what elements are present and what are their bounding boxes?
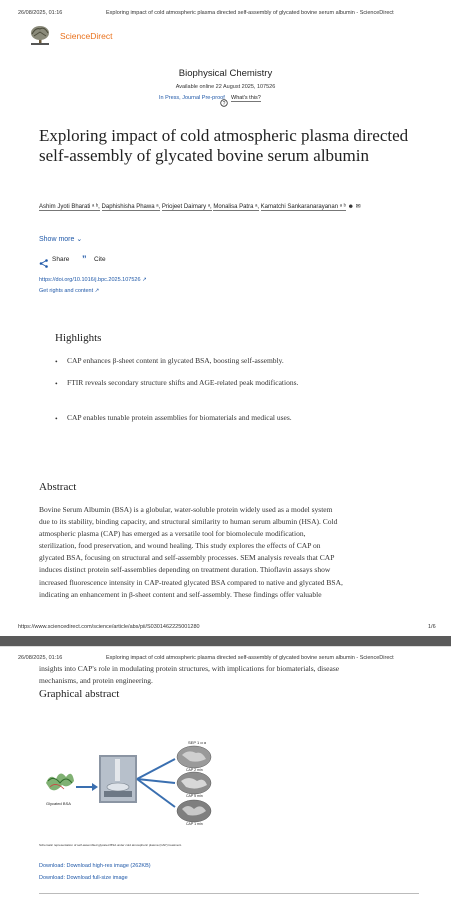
abstract-line: due to its stability, binding capacity, and structural similarity to human serum albumin (HSA). Cold: [39, 517, 338, 527]
available-online: Available online 22 August 2025, 107526: [175, 84, 276, 90]
email-icon[interactable]: ✉: [355, 204, 361, 210]
author-link[interactable]: Kamatchi Sankaranarayanan ᵃ ᵇ: [260, 204, 346, 210]
person-icon[interactable]: ☻: [347, 204, 354, 210]
author-link[interactable]: Priojeet Daimary ᵃ,: [161, 204, 212, 210]
footer-page-number: 1/6: [428, 624, 436, 630]
abstract-line: insights into CAP's role in modulating protein structures, with implications for biomaterials, disease: [39, 664, 340, 673]
ga-label-bsa: Glycated BSA: [46, 801, 71, 806]
elsevier-tree-logo[interactable]: [28, 24, 52, 46]
abstract-line: glycated BSA, focusing on structural and self-assembly processes. SEM analysis reveals that CAP: [39, 553, 335, 563]
sciencedirect-brand[interactable]: ScienceDirect: [60, 31, 113, 41]
highlight-item: CAP enables tunable protein assemblies for biomaterials and medical uses.: [67, 413, 292, 422]
chevron-down-icon: ⌄: [76, 236, 83, 243]
author-link[interactable]: Ashim Jyoti Bharati ᵃ ᵇ,: [39, 204, 100, 210]
author-link[interactable]: Daphishisha Phawa ᵃ,: [101, 204, 161, 210]
abstract-line: mechanisms, and protein engineering.: [39, 676, 153, 686]
abstract-line: increased fluorescence intensity in CAP-treated glycated BSA compared to native and glycated BSA,: [39, 577, 343, 587]
bullet: •: [55, 357, 58, 366]
print-header-title: Exploring impact of cold atmospheric plasma directed self-assembly of glycated bovine serum albumin - ScienceDirect: [106, 10, 394, 16]
svg-text:?: ?: [222, 101, 226, 107]
highlights-heading: Highlights: [55, 332, 102, 344]
ga-label-cap2: CAP 2 min: [186, 768, 203, 772]
show-more-label: Show more: [39, 236, 75, 243]
graphical-abstract-heading: Graphical abstract: [39, 688, 120, 700]
abstract-body: [39, 504, 439, 601]
ga-label-cap1: CAP 1 min: [186, 822, 203, 826]
in-press-label[interactable]: In Press, Journal Pre-proof: [159, 95, 225, 101]
abstract-line: sterilization, food preservation, and wound healing. This study explores the effects of CAP on: [39, 541, 321, 551]
ga-label-sem1: SEP 1 α α: [188, 740, 207, 745]
cite-button[interactable]: Cite: [94, 256, 106, 263]
footer-url: https://www.sciencedirect.com/science/article/abs/pii/S0301462225001280: [18, 624, 200, 630]
graphical-abstract-figure[interactable]: [38, 739, 223, 831]
author-list: [39, 201, 369, 214]
external-link-icon: ↗: [94, 288, 100, 294]
doi-link[interactable]: [39, 277, 147, 283]
download-high-res-link[interactable]: Download: Download high-res image (262KB): [39, 863, 151, 869]
abstract-line: indicating an enhancement in β-sheet content and self-assembly. These findings offer valuable: [39, 589, 322, 599]
highlight-item: FTIR reveals secondary structure shifts and AGE-related peak modifications.: [67, 378, 299, 387]
abstract-heading: Abstract: [39, 481, 77, 493]
download-full-size-link[interactable]: Download: Download full-size image: [39, 875, 128, 881]
print-date: 26/08/2025, 01:16: [18, 10, 63, 16]
external-link-icon: ↗: [142, 277, 147, 283]
author-link[interactable]: Monalisa Patra ᵃ,: [213, 204, 259, 210]
graphical-abstract-caption: Schematic representation of self-assembled glycated BSA under cold atmospheric plasma (CAP) treatment.: [39, 843, 182, 847]
divider: [39, 893, 419, 894]
whats-this-link[interactable]: What's this?: [231, 95, 261, 101]
bullet: •: [55, 379, 58, 388]
article-title: Exploring impact of cold atmospheric plasma directed self-assembly of glycated bovine serum albumin: [39, 126, 409, 165]
rights-label: Get rights and content: [39, 288, 94, 294]
print-header-title: Exploring impact of cold atmospheric plasma directed self-assembly of glycated bovine serum albumin - ScienceDirect: [106, 655, 394, 661]
ga-label-cap5: CAP 5 min: [186, 794, 203, 798]
protein-structure-icon: [46, 773, 74, 790]
abstract-continued: [39, 663, 439, 687]
share-button[interactable]: Share: [52, 256, 70, 263]
journal-name[interactable]: Biophysical Chemistry: [178, 68, 273, 79]
show-more-link[interactable]: [39, 235, 82, 243]
abstract-line: induces distinct protein self-assemblies depending on treatment duration. Thioflavin assays show: [39, 565, 331, 575]
pdf-page-2: [0, 646, 451, 904]
doi-label: https://doi.org/10.1016/j.bpc.2025.107526: [39, 277, 141, 283]
print-date: 26/08/2025, 01:16: [18, 655, 63, 661]
quote-icon[interactable]: ”: [82, 254, 87, 264]
page-separator: [0, 636, 451, 646]
abstract-line: atmospheric plasma (CAP) has emerged as a versatile tool for biomolecule modification,: [39, 529, 306, 539]
highlight-item: CAP enhances β-sheet content in glycated BSA, boosting self-assembly.: [67, 356, 284, 365]
help-circle-icon[interactable]: [220, 94, 228, 107]
abstract-line: Bovine Serum Albumin (BSA) is a globular, water-soluble protein widely used as a model system: [39, 505, 333, 514]
rights-link[interactable]: [39, 288, 99, 294]
bullet: •: [55, 414, 58, 423]
share-icon[interactable]: [39, 255, 49, 264]
